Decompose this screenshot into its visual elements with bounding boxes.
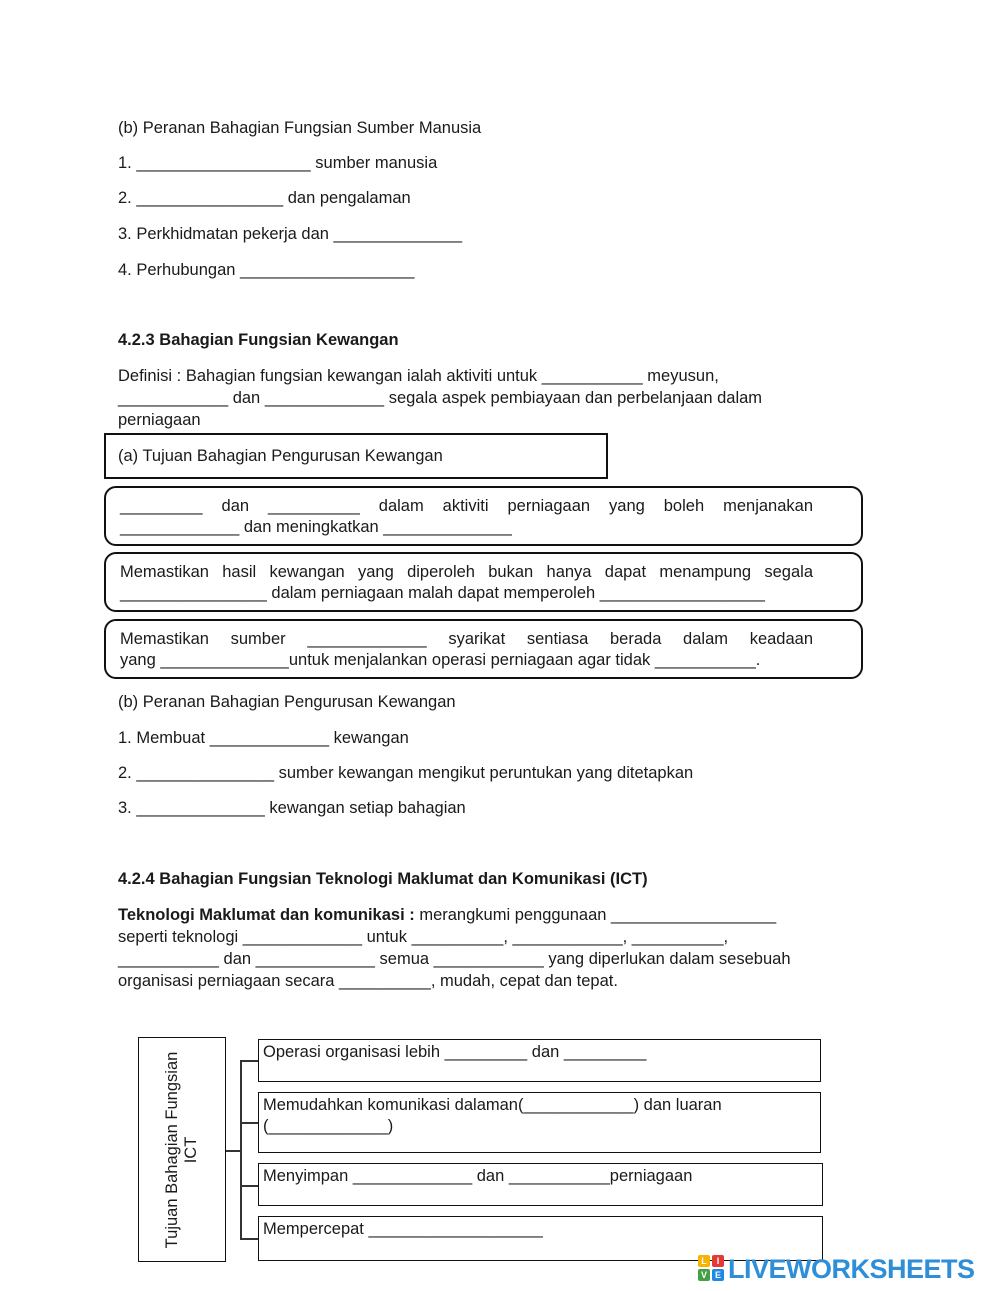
ict-purpose-box-1 [258, 1039, 821, 1082]
connector-trunk [240, 1060, 242, 1238]
ict-purpose-box-2-line-2: (_____________) [263, 1117, 394, 1135]
sumber-manusia-item-2: 2. ________________ dan pengalaman [118, 189, 411, 207]
logo-letter-v: V [698, 1269, 710, 1281]
sumber-manusia-item-1: 1. ___________________ sumber manusia [118, 154, 438, 172]
tujuan-kewangan-item-3 [104, 619, 863, 679]
kewangan-definition-line-3: perniagaan [118, 411, 201, 429]
ict-definition-term: Teknologi Maklumat dan komunikasi : [118, 906, 415, 924]
ict-purpose-box-3 [258, 1163, 823, 1206]
ict-definition-line-1 [118, 904, 776, 926]
sumber-manusia-item-4: 4. Perhubungan ___________________ [118, 261, 415, 279]
tujuan-kewangan-heading-box [104, 433, 608, 479]
ict-definition-line-3: ___________ dan _____________ semua ____________ yang diperlukan dalam sesebuah [118, 950, 791, 968]
peranan-kewangan-item-3: 3. ______________ kewangan setiap bahagian [118, 799, 466, 817]
logo-letter-e: E [712, 1269, 724, 1281]
ict-purpose-box-4-text: Mempercepat ___________________ [263, 1220, 543, 1238]
ict-section-title: 4.2.4 Bahagian Fungsian Teknologi Maklumat dan Komunikasi (ICT) [118, 870, 648, 888]
tujuan-kewangan-heading: (a) Tujuan Bahagian Pengurusan Kewangan [118, 447, 443, 465]
tujuan-kewangan-item-2-line-1: Memastikan hasil kewangan yang diperoleh bukan hanya dapat menampung segala [120, 563, 813, 581]
ict-purpose-box-2 [258, 1092, 821, 1153]
tujuan-kewangan-item-3-line-2: yang ______________untuk menjalankan operasi perniagaan agar tidak ___________. [120, 651, 761, 669]
tujuan-kewangan-item-1 [104, 486, 863, 546]
ict-diagram-label [163, 1042, 201, 1257]
peranan-kewangan-item-1: 1. Membuat _____________ kewangan [118, 729, 409, 747]
ict-definition-line-4: organisasi perniagaan secara __________, mudah, cepat dan tepat. [118, 972, 618, 990]
peranan-kewangan-heading: (b) Peranan Bahagian Pengurusan Kewangan [118, 693, 456, 711]
kewangan-section-title: 4.2.3 Bahagian Fungsian Kewangan [118, 331, 399, 349]
connector-3 [240, 1185, 258, 1187]
logo-letter-i: I [712, 1255, 724, 1267]
ict-definition-line-1-text: merangkumi penggunaan __________________ [414, 906, 777, 924]
tujuan-kewangan-item-2 [104, 552, 863, 612]
kewangan-definition-line-1: Definisi : Bahagian fungsian kewangan ialah aktiviti untuk ___________ meyusun, [118, 367, 719, 385]
tujuan-kewangan-item-3-line-1: Memastikan sumber _____________ syarikat sentiasa berada dalam keadaan [120, 630, 813, 648]
tujuan-kewangan-item-1-line-2: _____________ dan meningkatkan ______________ [120, 518, 512, 536]
ict-diagram-label-box [138, 1037, 226, 1262]
logo-letter-l: L [698, 1255, 710, 1267]
connector-2 [240, 1122, 258, 1124]
sumber-manusia-heading: (b) Peranan Bahagian Fungsian Sumber Manusia [118, 119, 482, 137]
tujuan-kewangan-item-1-line-1: _________ dan __________ dalam aktiviti perniagaan yang boleh menjanakan [120, 497, 813, 515]
ict-definition-line-2: seperti teknologi _____________ untuk __________, ____________, __________, [118, 928, 729, 946]
ict-diagram-label-line-2: ICT [182, 1136, 200, 1163]
kewangan-definition-line-2: ____________ dan _____________ segala aspek pembiayaan dan perbelanjaan dalam [118, 389, 763, 407]
ict-purpose-box-2-line-1: Memudahkan komunikasi dalaman(____________) dan luaran [263, 1096, 722, 1114]
connector-1 [240, 1060, 258, 1062]
ict-purpose-box-1-text: Operasi organisasi lebih _________ dan _________ [263, 1043, 647, 1061]
connector-4 [240, 1238, 258, 1240]
liveworksheets-logo-icon [698, 1255, 726, 1283]
connector-main [226, 1150, 240, 1152]
ict-diagram-label-line-1: Tujuan Bahagian Fungsian [163, 1051, 181, 1248]
peranan-kewangan-item-2: 2. _______________ sumber kewangan mengikut peruntukan yang ditetapkan [118, 764, 694, 782]
ict-purpose-box-3-text: Menyimpan _____________ dan ___________perniagaan [263, 1167, 693, 1185]
tujuan-kewangan-item-2-line-2: ________________ dalam perniagaan malah dapat memperoleh __________________ [120, 584, 765, 602]
liveworksheets-wordmark: LIVEWORKSHEETS [728, 1253, 975, 1284]
liveworksheets-watermark[interactable] [698, 1254, 975, 1284]
sumber-manusia-item-3: 3. Perkhidmatan pekerja dan ______________ [118, 225, 463, 243]
